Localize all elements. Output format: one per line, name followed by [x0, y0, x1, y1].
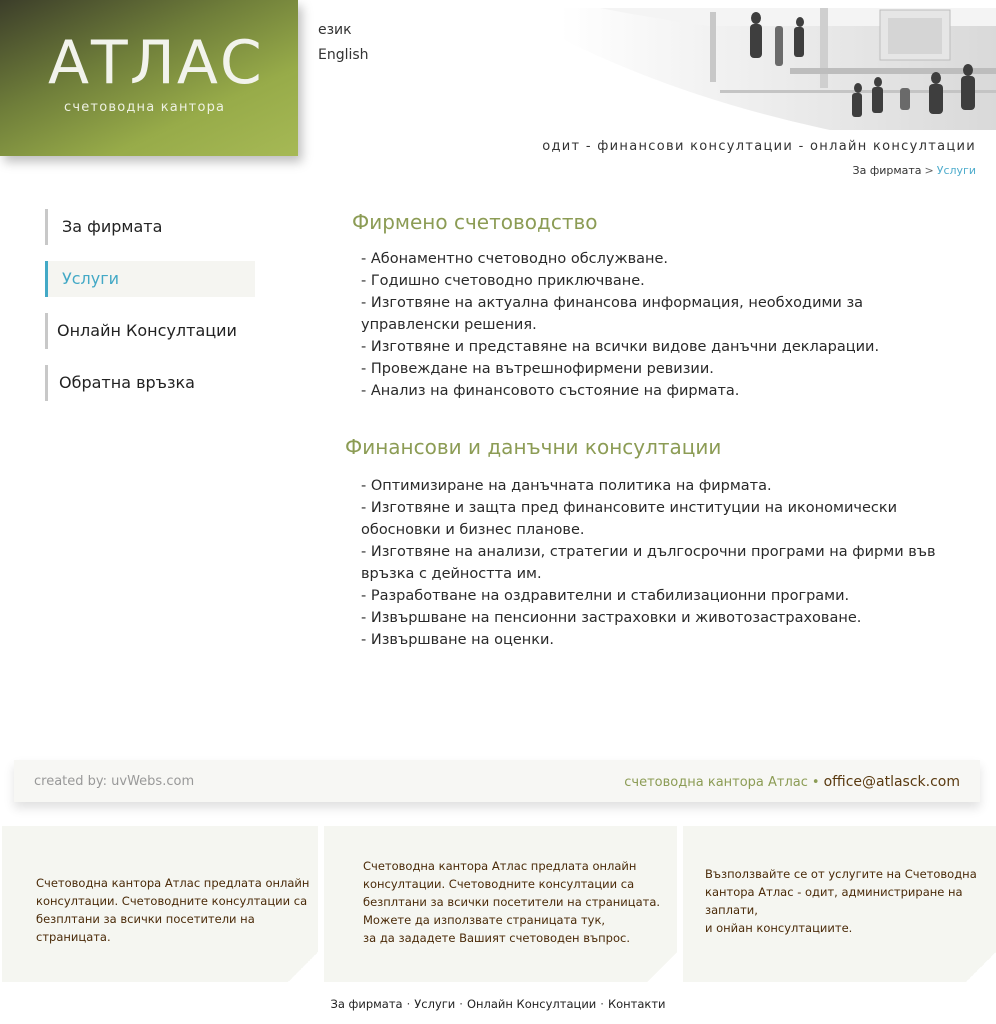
info-box-text: Възползвайте се от услугите на Счетоводна кантора Атлас - одит, администриране на заплати, и онйан консултациите.	[705, 867, 977, 935]
header-image	[560, 8, 996, 130]
accounting-services-list	[361, 248, 961, 402]
section-title-consulting: Финансови и данъчни консултации	[345, 435, 722, 459]
consulting-services-list	[361, 475, 961, 651]
list-item: - Извършване на пенсионни застраховки и животозастраховане.	[361, 610, 862, 626]
bottom-link-about[interactable]: За фирмата	[330, 997, 403, 1011]
nav-item-about[interactable]: За фирмата	[45, 209, 255, 245]
nav-item-feedback[interactable]: Обратна връзка	[45, 365, 255, 401]
logo-subtitle: счетоводна кантора	[64, 100, 226, 115]
bottom-link-online-consultations[interactable]: Онлайн Консултации	[466, 997, 597, 1011]
bottom-nav-separator: ·	[406, 997, 411, 1011]
page-fold-corner	[288, 952, 318, 982]
list-item: - Изготвяне на анализи, стратегии и дългосрочни програми на фирми във връзка с дейността им.	[361, 544, 936, 582]
breadcrumb-parent-link[interactable]: За фирмата	[852, 164, 922, 177]
logo-title: АТЛАС	[48, 28, 264, 98]
page-fold-corner	[647, 952, 677, 982]
list-item: - Абонаментно счетоводно обслужване.	[361, 251, 669, 267]
info-box-online	[2, 826, 318, 982]
created-by-link[interactable]: created by: uvWebs.com	[34, 774, 195, 789]
bottom-nav-separator: ·	[459, 997, 463, 1011]
info-box-text: Счетоводна кантора Атлас предлата онлайн консултации. Счетоводните консултации са безплтани за всички посетители на страницата.	[36, 876, 310, 944]
tagline: одит - финансови консултации - онлайн консултации	[542, 139, 976, 154]
list-item: - Извършване на оценки.	[361, 632, 555, 648]
list-item: - Изготвяне на актуална финансова информация, необходими за управленски решения.	[361, 295, 864, 333]
nav-item-online-consultations[interactable]: Онлайн Консултации	[45, 313, 255, 349]
list-item: - Провеждане на вътрешнофирмени ревизии.	[361, 361, 714, 377]
section-title-accounting: Фирмено счетоводство	[352, 210, 598, 234]
footer-bullet: •	[811, 775, 820, 790]
office-people-illustration	[560, 8, 996, 130]
footer-contact	[624, 774, 960, 790]
language-english-link[interactable]: English	[318, 47, 369, 63]
language-label: език	[318, 22, 352, 38]
logo[interactable]	[0, 0, 298, 156]
list-item: - Изготвяне и защта пред финансовите институции на икономически обосновки и бизнес планове.	[361, 500, 898, 538]
bottom-link-services[interactable]: Услуги	[414, 997, 456, 1011]
footer-bar	[14, 760, 980, 802]
list-item: - Разработване на оздравителни и стабилизационни програми.	[361, 588, 850, 604]
list-item: - Оптимизиране на данъчната политика на фирмата.	[361, 478, 772, 494]
list-item: - Изготвяне и представяне на всички видове данъчни декларации.	[361, 339, 880, 355]
company-name: счетоводна кантора Атлас	[624, 775, 808, 790]
breadcrumb	[853, 164, 976, 177]
info-box-text: Счетоводна кантора Атлас предлата онлайн консултации. Счетоводните консултации са безплтани за всички посетители на страницата. Можете да използвате страницата тук, за да зададете Вашият счетоводен въпрос.	[363, 859, 661, 945]
nav-item-services[interactable]: Услуги	[45, 261, 255, 297]
list-item: - Годишно счетоводно приключване.	[361, 273, 645, 289]
info-box-services	[683, 826, 996, 982]
list-item: - Анализ на финансовото състояние на фирмата.	[361, 383, 740, 399]
breadcrumb-separator: >	[924, 164, 934, 177]
breadcrumb-current: Услуги	[936, 164, 976, 177]
page-fold-corner	[966, 952, 996, 982]
bottom-link-contacts[interactable]: Контакти	[607, 997, 666, 1011]
email-link[interactable]: office@atlasck.com	[823, 774, 960, 790]
info-box-consultations	[324, 826, 677, 982]
bottom-nav	[0, 997, 996, 1011]
bottom-nav-separator: ·	[600, 997, 604, 1011]
sidebar-nav	[45, 209, 255, 417]
